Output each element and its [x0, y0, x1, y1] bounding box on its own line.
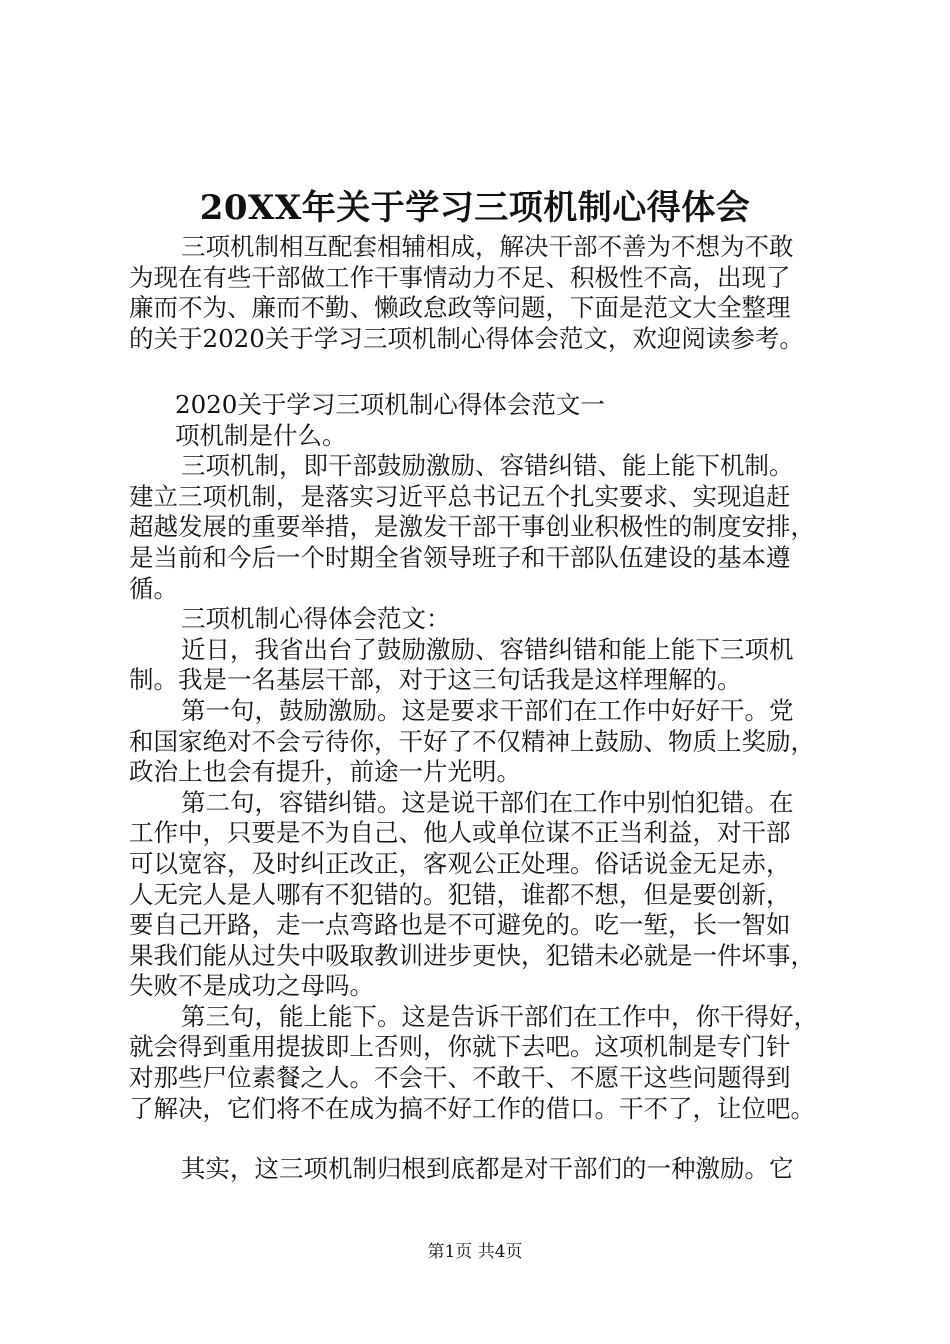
text-line: 可以宽容，及时纠正改正，客观公正处理。俗话说金无足赤， [129, 848, 791, 878]
article-body [129, 390, 829, 1124]
text-line: 的关于2020关于学习三项机制心得体会范文，欢迎阅读参考。 [129, 323, 804, 353]
text-line: 人无完人是人哪有不犯错的。犯错，谁都不想，但是要创新， [129, 879, 791, 909]
text-line: 第二句，容错纠错。这是说干部们在工作中别怕犯错。在 [181, 787, 794, 817]
text-line: 第三句，能上能下。这是告诉干部们在工作中，你干得好， [181, 1001, 818, 1031]
document-title: 20XX年关于学习三项机制心得体会 [199, 188, 751, 228]
text-line: 项机制是什么。 [175, 420, 347, 450]
text-line: 政治上也会有提升，前途一片光明。 [129, 757, 521, 787]
text-line: 工作中，只要是不为自己、他人或单位谋不正当利益，对干部 [129, 818, 791, 848]
text-line: 超越发展的重要举措，是激发干部干事创业积极性的制度安排， [129, 512, 815, 542]
text-line: 三项机制，即干部鼓励激励、容错纠错、能上能下机制。 [181, 451, 794, 481]
page-footer: 第1页 共4页 [427, 1242, 523, 1262]
text-line: 要自己开路，走一点弯路也是不可避免的。吃一堑，长一智如 [129, 910, 791, 940]
text-line: 和国家绝对不会亏待你，干好了不仅精神上鼓励、物质上奖励， [129, 726, 815, 756]
text-line: 果我们能从过失中吸取教训进步更快，犯错未必就是一件坏事， [129, 940, 815, 970]
text-line: 失败不是成功之母吗。 [129, 971, 374, 1001]
section-heading: 2020关于学习三项机制心得体会范文一 [175, 390, 605, 419]
text-line: 廉而不为、廉而不勤、懒政怠政等问题，下面是范文大全整理 [129, 293, 791, 323]
intro-paragraph [129, 232, 829, 354]
closing-paragraph [129, 1154, 829, 1185]
text-line: 三项机制相互配套相辅相成，解决干部不善为不想为不敢 [181, 232, 794, 261]
text-line: 其实，这三项机制归根到底都是对干部们的一种激励。它 [181, 1154, 794, 1183]
text-line: 三项机制心得体会范文： [181, 604, 451, 634]
text-line: 对那些尸位素餐之人。不会干、不敢干、不愿干这些问题得到 [129, 1063, 791, 1093]
text-line: 制。我是一名基层干部，对于这三句话我是这样理解的。 [129, 665, 742, 695]
text-line: 就会得到重用提拔即上否则，你就下去吧。这项机制是专门针 [129, 1032, 791, 1062]
text-line: 近日，我省出台了鼓励激励、容错纠错和能上能下三项机 [181, 634, 794, 664]
text-line: 为现在有些干部做工作干事情动力不足、积极性不高，出现了 [129, 262, 791, 292]
text-line: 是当前和今后一个时期全省领导班子和干部队伍建设的基本遵 [129, 542, 791, 572]
text-line: 循。 [129, 573, 178, 603]
text-line: 第一句，鼓励激励。这是要求干部们在工作中好好干。党 [181, 695, 794, 725]
text-line: 建立三项机制，是落实习近平总书记五个扎实要求、实现追赶 [129, 481, 791, 511]
text-line: 了解决，它们将不在成为搞不好工作的借口。干不了，让位吧。 [129, 1093, 815, 1123]
